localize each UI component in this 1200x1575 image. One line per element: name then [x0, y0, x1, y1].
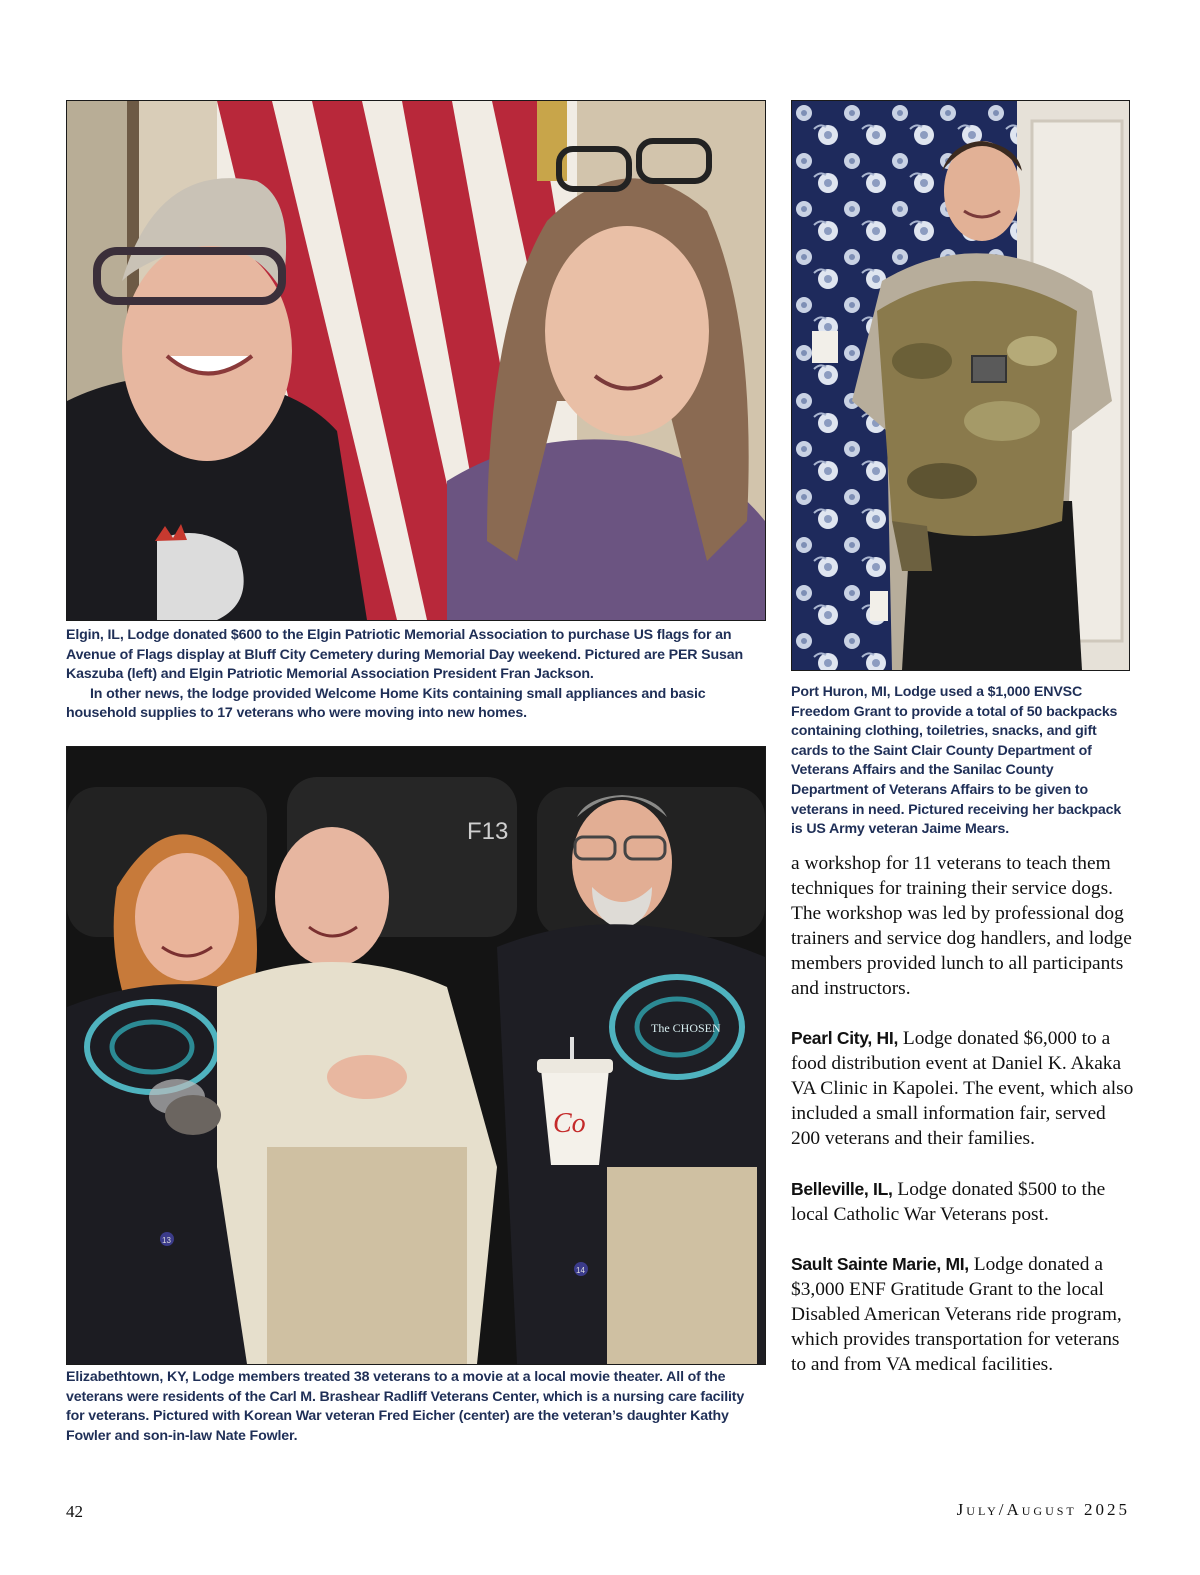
- elgin-caption-place: Elgin, IL,: [66, 627, 124, 643]
- sault-sainte-marie-place: Sault Sainte Marie, MI,: [791, 1254, 969, 1275]
- elizabethtown-caption-place: Elizabethtown, KY,: [66, 1369, 189, 1385]
- port-huron-caption-place: Port Huron, MI,: [791, 684, 891, 700]
- pearl-city-text: Lodge donated $6,000 to a food distribution event at Daniel K. Akaka VA Clinic in Kapolei. The event, which also included a small information fair, served 200 veterans and their families.: [791, 1028, 1134, 1149]
- seat-number-13: 13: [162, 1236, 171, 1245]
- issue-date: July/August 2025: [956, 1500, 1130, 1519]
- elgin-caption-extra: In other news, the lodge provided Welcome Home Kits containing small appliances and basic household supplies to 17 veterans who were moving into new homes.: [66, 685, 706, 722]
- elgin-photo-illustration: [67, 101, 765, 620]
- port-huron-photo: [791, 100, 1130, 671]
- article-body: [791, 852, 1136, 1403]
- drink-glass: [165, 1095, 221, 1135]
- shirt-text: The CHOSEN: [651, 1021, 721, 1035]
- elizabethtown-caption: [66, 1368, 766, 1446]
- continued-paragraph: a workshop for 11 veterans to teach them techniques for training their service dogs. The workshop was led by professional dog trainers and service dog handlers, and lodge members provided lunch to all participants and instructors.: [791, 853, 1132, 999]
- elizabethtown-caption-text: Lodge members treated 38 veterans to a movie at a local movie theater. All of the veterans were residents of the Carl M. Brashear Radliff Veterans Center, which is a nursing care facility for veterans. Pictured with Korean War veteran Fred Eicher (center) are the veteran’s daughter Kathy Fowler and son-in-law Nate Fowler.: [66, 1369, 745, 1444]
- elgin-caption-text: Lodge donated $600 to the Elgin Patriotic Memorial Association to purchase US flags for an Avenue of Flags display at Bluff City Cemetery during Memorial Day weekend. Pictured are PER Susan Kaszuba (left) and Elgin Patriotic Memorial Association President Fran Jackson.: [66, 627, 743, 683]
- elgin-caption: [66, 626, 766, 724]
- port-huron-caption-text: Lodge used a $1,000 ENVSC Freedom Grant to provide a total of 50 backpacks containing clothing, toiletries, snacks, and gift cards to the Saint Clair County Department of Veterans Affairs and the Sanilac County Department of Veterans Affairs to be given to veterans in need. Pictured receiving her backpack is US Army veteran Jaime Mears.: [791, 684, 1122, 838]
- page-number: 42: [66, 1502, 83, 1521]
- sault-sainte-marie-paragraph: [791, 1252, 1136, 1378]
- seat-label: F13: [467, 818, 509, 845]
- belleville-place: Belleville, IL,: [791, 1178, 893, 1199]
- port-huron-photo-illustration: [792, 101, 1129, 670]
- pearl-city-place: Pearl City, HI,: [791, 1028, 899, 1049]
- sault-sainte-marie-text: Lodge donated a $3,000 ENF Gratitude Grant to the local Disabled American Veterans ride program, which provides transportation for veterans to and from VA medical facilities.: [791, 1254, 1122, 1376]
- cup-text: Co: [553, 1108, 586, 1139]
- elizabethtown-photo-illustration: [67, 747, 765, 1364]
- port-huron-caption: [791, 683, 1131, 840]
- elizabethtown-photo: [66, 746, 766, 1365]
- belleville-text: Lodge donated $500 to the local Catholic War Veterans post.: [791, 1178, 1106, 1225]
- seat-number-14: 14: [576, 1266, 585, 1275]
- pearl-city-paragraph: [791, 1026, 1136, 1152]
- elgin-photo: [66, 100, 766, 621]
- belleville-paragraph: [791, 1177, 1136, 1228]
